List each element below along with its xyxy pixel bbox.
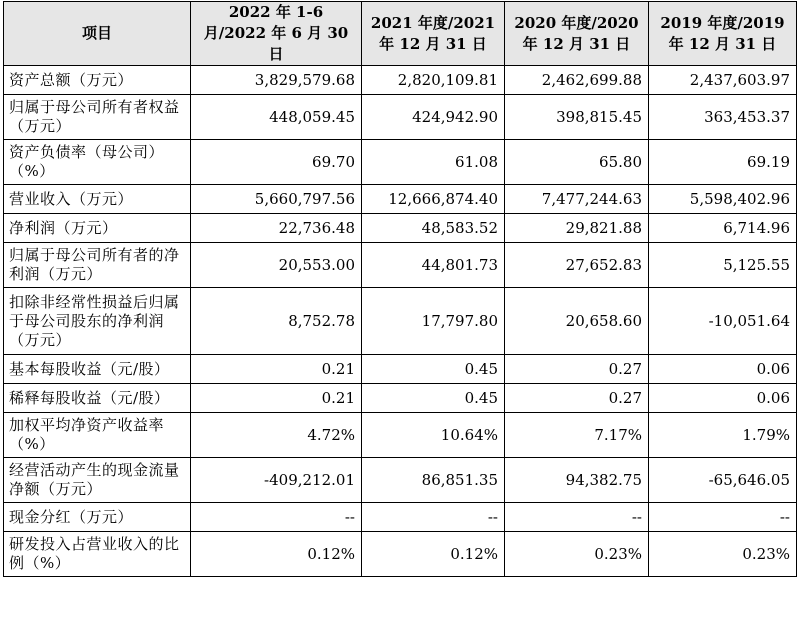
cell-value: 61.08 (362, 140, 505, 185)
cell-value: 0.06 (649, 355, 797, 384)
table-row (4, 214, 797, 243)
row-label: 归属于母公司所有者的净利润（万元） (4, 243, 191, 288)
row-label: 稀释每股收益（元/股） (4, 384, 191, 413)
cell-value: 5,598,402.96 (649, 185, 797, 214)
header-2022h1: 2022 年 1-6 月/2022 年 6 月 30 日 (191, 2, 362, 66)
cell-value: 44,801.73 (362, 243, 505, 288)
cell-value: 448,059.45 (191, 95, 362, 140)
row-label: 归属于母公司所有者权益（万元） (4, 95, 191, 140)
table-row (4, 458, 797, 503)
cell-value: 5,125.55 (649, 243, 797, 288)
financial-data-table (3, 1, 797, 577)
cell-value: 0.27 (505, 355, 649, 384)
row-label: 扣除非经常性损益后归属于母公司股东的净利润（万元） (4, 288, 191, 355)
cell-value: -409,212.01 (191, 458, 362, 503)
cell-value: 69.70 (191, 140, 362, 185)
header-2020: 2020 年度/2020 年 12 月 31 日 (505, 2, 649, 66)
table-row (4, 532, 797, 577)
cell-value: 65.80 (505, 140, 649, 185)
row-label: 研发投入占营业收入的比例（%） (4, 532, 191, 577)
cell-value: 20,553.00 (191, 243, 362, 288)
table-row (4, 140, 797, 185)
table-row (4, 384, 797, 413)
cell-value: 10.64% (362, 413, 505, 458)
table-row (4, 288, 797, 355)
row-label: 加权平均净资产收益率（%） (4, 413, 191, 458)
cell-value: 0.21 (191, 384, 362, 413)
cell-value: 94,382.75 (505, 458, 649, 503)
cell-value: 2,462,699.88 (505, 66, 649, 95)
cell-value: 8,752.78 (191, 288, 362, 355)
cell-value: 17,797.80 (362, 288, 505, 355)
cell-value: -- (362, 503, 505, 532)
cell-value: 6,714.96 (649, 214, 797, 243)
cell-value: 86,851.35 (362, 458, 505, 503)
row-label: 净利润（万元） (4, 214, 191, 243)
cell-value: 0.27 (505, 384, 649, 413)
table-row (4, 243, 797, 288)
table-header-row (4, 2, 797, 66)
header-2021: 2021 年度/2021 年 12 月 31 日 (362, 2, 505, 66)
row-label: 资产总额（万元） (4, 66, 191, 95)
table-row (4, 413, 797, 458)
cell-value: 0.23% (649, 532, 797, 577)
cell-value: 5,660,797.56 (191, 185, 362, 214)
cell-value: 0.12% (191, 532, 362, 577)
table-row (4, 185, 797, 214)
table-row (4, 355, 797, 384)
row-label: 营业收入（万元） (4, 185, 191, 214)
row-label: 资产负债率（母公司）（%） (4, 140, 191, 185)
table-row (4, 503, 797, 532)
cell-value: 69.19 (649, 140, 797, 185)
cell-value: 0.23% (505, 532, 649, 577)
row-label: 经营活动产生的现金流量净额（万元） (4, 458, 191, 503)
header-2019: 2019 年度/2019 年 12 月 31 日 (649, 2, 797, 66)
cell-value: 0.06 (649, 384, 797, 413)
cell-value: 2,437,603.97 (649, 66, 797, 95)
cell-value: 48,583.52 (362, 214, 505, 243)
cell-value: -- (505, 503, 649, 532)
cell-value: -- (191, 503, 362, 532)
table-row (4, 66, 797, 95)
cell-value: 27,652.83 (505, 243, 649, 288)
cell-value: -- (649, 503, 797, 532)
cell-value: 7,477,244.63 (505, 185, 649, 214)
cell-value: 363,453.37 (649, 95, 797, 140)
cell-value: 2,820,109.81 (362, 66, 505, 95)
cell-value: 7.17% (505, 413, 649, 458)
cell-value: 22,736.48 (191, 214, 362, 243)
cell-value: 3,829,579.68 (191, 66, 362, 95)
cell-value: 1.79% (649, 413, 797, 458)
cell-value: 29,821.88 (505, 214, 649, 243)
row-label: 现金分红（万元） (4, 503, 191, 532)
table-row (4, 95, 797, 140)
cell-value: -10,051.64 (649, 288, 797, 355)
cell-value: 0.12% (362, 532, 505, 577)
cell-value: 0.21 (191, 355, 362, 384)
cell-value: -65,646.05 (649, 458, 797, 503)
cell-value: 398,815.45 (505, 95, 649, 140)
cell-value: 424,942.90 (362, 95, 505, 140)
cell-value: 12,666,874.40 (362, 185, 505, 214)
cell-value: 20,658.60 (505, 288, 649, 355)
cell-value: 0.45 (362, 355, 505, 384)
cell-value: 0.45 (362, 384, 505, 413)
header-item: 项目 (4, 2, 191, 66)
row-label: 基本每股收益（元/股） (4, 355, 191, 384)
cell-value: 4.72% (191, 413, 362, 458)
